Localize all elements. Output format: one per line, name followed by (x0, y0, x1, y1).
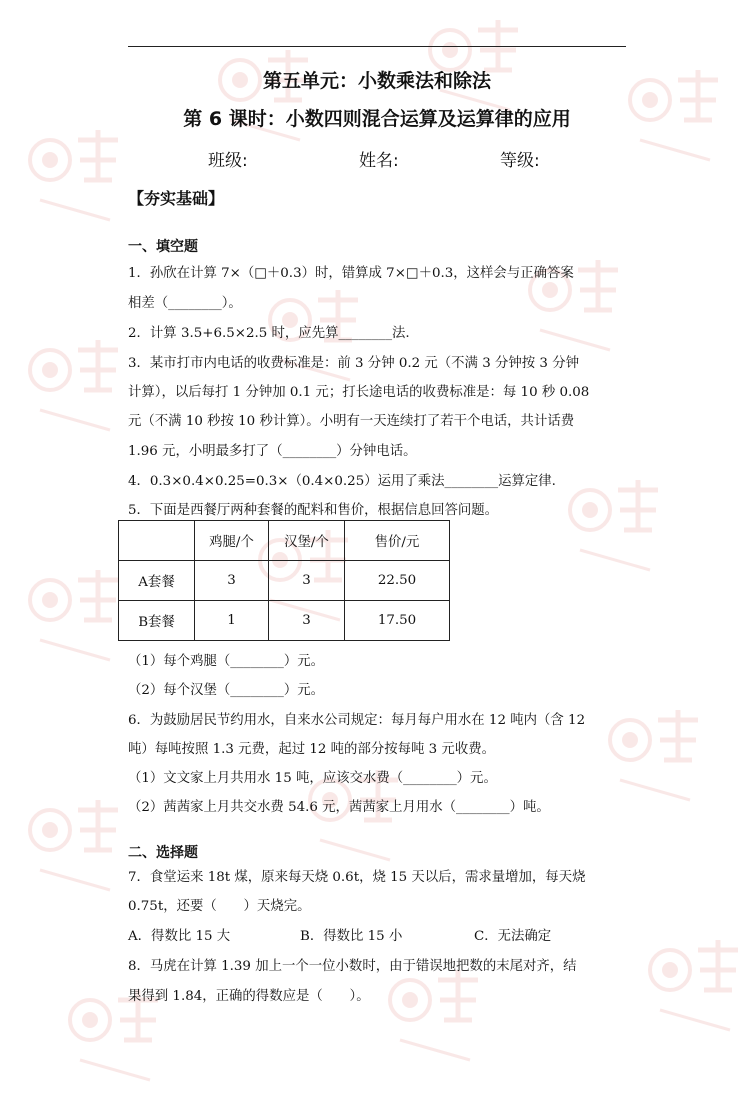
table-header-cell: 售价/元 (345, 521, 450, 561)
watermark-logo (20, 790, 130, 904)
class-label: 班级: (208, 151, 248, 171)
watermark-logo (20, 560, 130, 674)
table-cell: A套餐 (119, 561, 195, 601)
section-fill-blank: 一、填空题 (128, 239, 198, 255)
question-6-line-2: 吨）每吨按照 1.3 元费，起过 12 吨的部分按每吨 3 元收费。 (128, 742, 495, 757)
watermark-logo (380, 960, 490, 1074)
question-1-line-1: 1．孙欣在计算 7×（□＋0.3）时，错算成 7×□＋0.3，这样会与正确答案 (128, 266, 574, 281)
question-6-part-2: （2）茜茜家上月共交水费 54.6 元，茜茜家上月用水（________）吨。 (128, 800, 550, 815)
watermark-logo (20, 120, 130, 234)
table-cell: 17.50 (345, 601, 450, 641)
table-cell: 22.50 (345, 561, 450, 601)
question-3-line-3: 元（不满 10 秒按 10 秒计算）。小明有一天连续打了若干个电话，共计话费 (128, 414, 575, 429)
table-header-cell: 汉堡/个 (269, 521, 345, 561)
question-3-line-4: 1.96 元，小明最多打了（________）分钟电话。 (128, 444, 417, 459)
grade-label: 等级: (500, 151, 540, 171)
name-label: 姓名: (359, 151, 399, 171)
table-cell: 3 (195, 561, 269, 601)
question-6-part-1: （1）文文家上月共用水 15 吨，应该交水费（________）元。 (128, 771, 497, 786)
question-7-line-1: 7．食堂运来 18t 煤，原来每天烧 0.6t，烧 15 天以后，需求量增加，每天烧 (128, 870, 586, 885)
table-header-row (119, 521, 450, 561)
question-6-line-1: 6．为鼓励居民节约用水，自来水公司规定：每月每户用水在 12 吨内（含 12 (128, 713, 586, 728)
question-5: 5．下面是西餐厅两种套餐的配料和售价，根据信息回答问题。 (128, 503, 499, 518)
lesson-title: 第 6 课时：小数四则混合运算及运算律的应用 (183, 108, 571, 130)
watermark-logo (640, 930, 750, 1044)
question-7-line-2: 0.75t，还要（ ）天烧完。 (128, 899, 311, 914)
question-1-line-2: 相差（________）。 (128, 296, 242, 311)
question-7-option-b: B．得数比 15 小 (300, 929, 403, 944)
question-2: 2．计算 3.5+6.5×2.5 时，应先算________法. (128, 326, 410, 341)
question-7-option-c: C．无法确定 (474, 929, 552, 944)
watermark-logo (560, 470, 670, 584)
unit-title: 第五单元：小数乘法和除法 (262, 70, 491, 92)
table-header-cell (119, 521, 195, 561)
watermark-logo (20, 330, 130, 444)
table-header-cell: 鸡腿/个 (195, 521, 269, 561)
watermark-logo (210, 40, 320, 154)
table-row (119, 561, 450, 601)
question-8-line-1: 8．马虎在计算 1.39 加上一个一位小数时，由于错误地把数的末尾对齐，结 (128, 959, 577, 974)
question-5-part-2: （2）每个汉堡（________）元。 (128, 683, 324, 698)
table-cell: 3 (269, 601, 345, 641)
question-7-option-a: A．得数比 15 大 (128, 929, 231, 944)
table-cell: 1 (195, 601, 269, 641)
header-rule (128, 46, 626, 47)
watermark-logo (620, 60, 730, 174)
section-foundation: 【夯实基础】 (128, 189, 225, 208)
question-8-line-2: 果得到 1.84，正确的得数应是（ ）。 (128, 989, 370, 1004)
question-3-line-1: 3．某市打市内电话的收费标准是：前 3 分钟 0.2 元（不满 3 分钟按 3 分钟 (128, 356, 579, 371)
table-row (119, 601, 450, 641)
section-multiple-choice: 二、选择题 (128, 845, 198, 861)
question-3-line-2: 计算），以后每打 1 分钟加 0.1 元；打长途电话的收费标准是：每 10 秒 0.08 (128, 385, 590, 400)
question-5-part-1: （1）每个鸡腿（________）元。 (128, 654, 324, 669)
watermark-logo (600, 700, 710, 814)
question-4: 4．0.3×0.4×0.25=0.3×（0.4×0.25）运用了乘法________运算定律. (128, 474, 556, 489)
table-cell: 3 (269, 561, 345, 601)
meal-price-table (118, 520, 450, 641)
table-cell: B套餐 (119, 601, 195, 641)
